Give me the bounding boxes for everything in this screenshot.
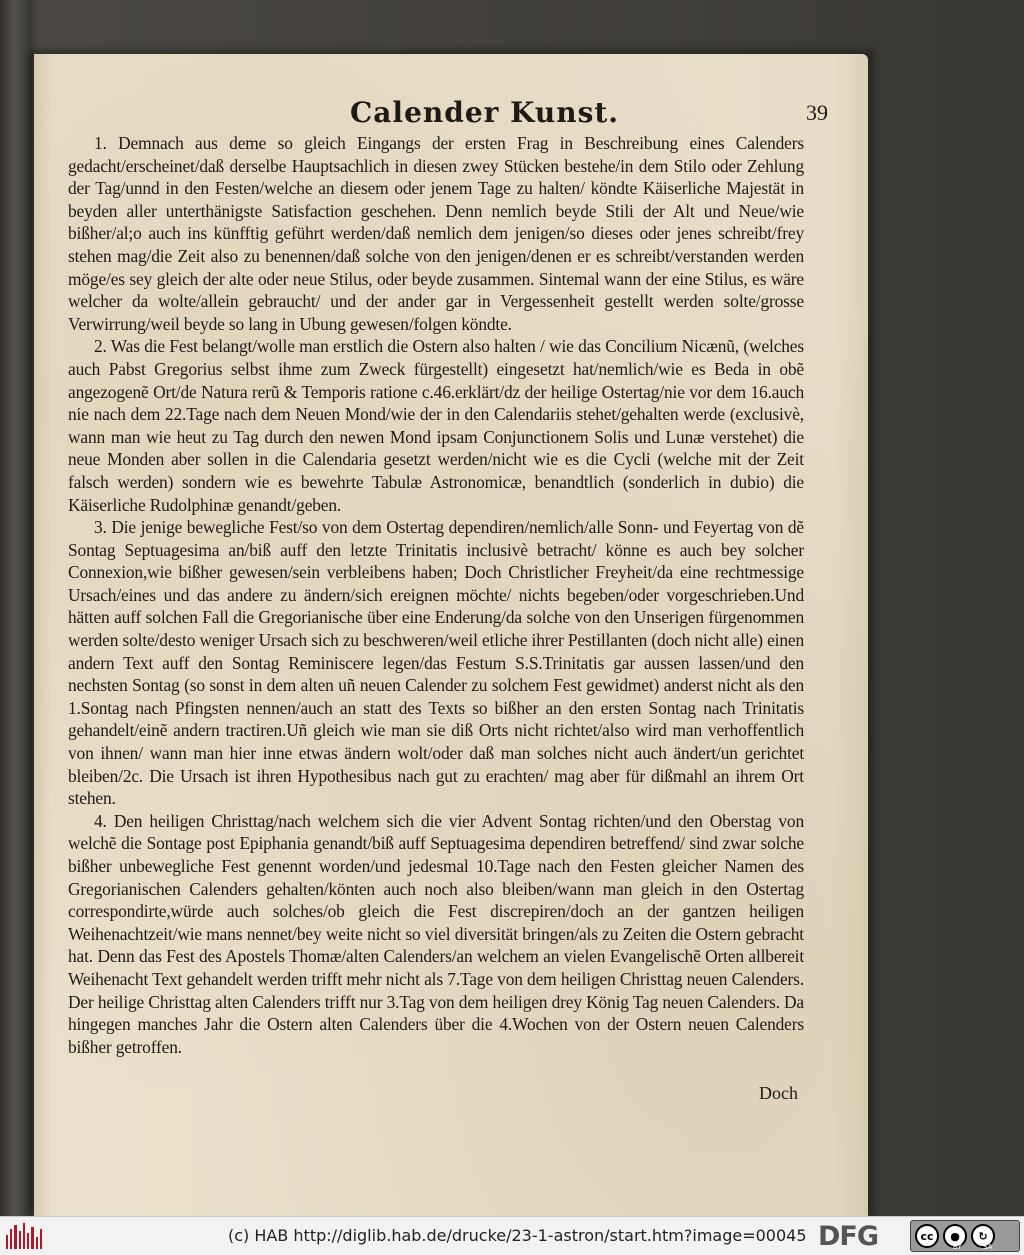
sa-icon: ↻ xyxy=(971,1224,995,1248)
by-icon: ● xyxy=(943,1224,967,1248)
paragraph-3: 3. Die jenige bewegliche Fest/so von dem Ostertag dependiren/nemlich/alle Sonn- und Feyertag von dẽ Sontag Septuagesima an/biß auff den letzte Trinitatis inclusivè betracht/ könne es auch bey solcher Connexion,wie bißher gewesen/sein verbleibens haben; Doch Christlicher Freyheit/da eine rechtmessige Ursach/eines und das andere zu ändern/sich ereignen möchte/ nichts begeben/oder vorgeschrieben.Und hätten auff solchen Fall die Gregorianische über eine Enderung/da solche von den Unserigen fürgenommen werden solte/desto weniger Ursach sich zu beschweren/weil etliche ihrer Pestillanten (doch nicht alle) einen andern Text auff den Sontag Reminiscere legen/das Festum S.S.Trinitatis gar aussen lassen/und den nechsten Sontag (so sonst in dem alten uñ neuen Calender zu solchem Fest gewidmet) anderst nicht als den 1.Sontag nach Pfingsten nennen/auch an statt des Texts so bißher an den ersten Sontag nach Trinitatis gehandelt/einẽ andern tractiren.Uñ gleich wie man sie diß Orts nicht richtet/also wird man verhoffentlich von ihnen/ wann man hier inne etwas ändern wolt/oder daß man solches nicht auch ändert/un gerichtet bleiben/2c. Die Ursach ist ihren Hypothesibus nach gut zu erachten/ mag aber für dißmahl an ihrem Ort stehen. xyxy=(68,517,804,809)
cc-license-badge[interactable] xyxy=(910,1220,1020,1252)
book-page xyxy=(34,54,868,1216)
running-title: Calender Kunst. xyxy=(350,96,620,129)
cc-icon: cc xyxy=(915,1224,939,1248)
paragraph-2: 2. Was die Fest belangt/wolle man erstlich die Ostern also halten / wie das Concilium Nicænũ, (welches auch Pabst Gregorius selbst ihme zum Zweck fürgestellt) eingesetzt hat/nemlich/wie es Beda in obẽ angezogenẽ Ort/de Natura rerũ & Temporis ratione c.46.erklärt/dz der heilige Ostertag/nie vor dem 16.auch nie nach dem 22.Tage nach dem Neuen Mond/wie der in den Calendariis stehet/gehalten werde (exclusivè, wann man wie heut zu Tag durch den newen Mond ipsam Conjunctionem Solis und Lunæ verstehet) die neue Monden aber sollen in die Calendaria gesetzt werden/nicht wie es die Cycli (welche mit der Zeit falsch werden) sondern wie es bewehrte Tabulæ Astronomicæ, benandtlich (sonderlich in dubio) die Käiserliche Rudolphinæ genandt/geben. xyxy=(68,336,804,515)
dfg-logo[interactable]: DFG xyxy=(818,1221,879,1252)
paragraph-4: 4. Den heiligen Christtag/nach welchem sich die vier Advent Sontag richten/und den Oberstag von welchẽ die Sontage post Epiphania genandt/biß auff Septuagesima dependiren betreffend/ sind zwar solche bißher unbewegliche Fest genennt worden/und jedesmal 10.Tage nach den Festen gleicher Namen des Gregorianischen Calenders gehalten/könten auch noch also bleiben/wann man gleich in den Ostertag correspondirte,würde auch solches/ob gleich die Fest discrepiren/doch an der gantzen heiligen Weihenachtzeit/wie mans nennet/bey weite nicht so viel diversität bringen/als zu Zeiten die Ostern gebracht hat. Denn das Fest des Apostels Thomæ/alten Calenders/an welchem an vielen Evangelischẽ Orten allbereit Weihenacht Text gehandelt werden trifft mehr nicht als 7.Tage von dem heiligen Christtag neuen Calenders. Der heilige Christtag alten Calenders trifft nur 3.Tag von dem heiligen drey König Tag neuen Calenders. Da hingegen manches Jahr die Ostern alten Calenders über die 4.Wochen von der Ostern neuen Calenders bißher getroffen. xyxy=(68,810,804,1057)
hab-logo-icon[interactable] xyxy=(6,1223,42,1249)
credit-link[interactable]: (c) HAB http://diglib.hab.de/drucke/23-1-astron/start.htm?image=00045 xyxy=(228,1226,807,1245)
catchword: Doch xyxy=(759,1083,798,1103)
sa-label: SA xyxy=(983,1243,993,1251)
by-label: BY xyxy=(953,1243,962,1251)
text-block xyxy=(68,132,804,1182)
folio-number: 39 xyxy=(806,100,828,125)
footer-bar xyxy=(0,1216,1024,1255)
paragraph-1: 1. Demnach aus deme so gleich Eingangs der ersten Frag in Beschreibung eines Calenders gedacht/erscheinet/daß derselbe Hauptsachlich in diesen zwey Stücken bestehe/in dem Stilo oder Zehlung der Tag/unnd in den Festen/welche an diesem oder jenem Tage zu halten/ köndte Käiserliche Majestät in beyden aller unterthänigste Satisfaction geschehen. Denn nemlich beyde Stili der Alt und Neue/wie bißher/al;o auch ins künfftig geführt werden/daß nemlich dem jenigen/so dieses oder jenes schreibt/frey stehen mag/die Zeit also zu benennen/daß solche von den jenigen/denen er es schreibt/verstanden werden möge/es sey gleich der alte oder neue Stilus, oder beyde zusammen. Sintemal wann der eine Stilus, es wäre welcher da wolte/allein gebraucht/ und der ander gar in Vergessenheit gestellt werden solte/grosse Verwirrung/weil beyde so lang in Ubung gewesen/folgen köndte. xyxy=(68,133,804,334)
